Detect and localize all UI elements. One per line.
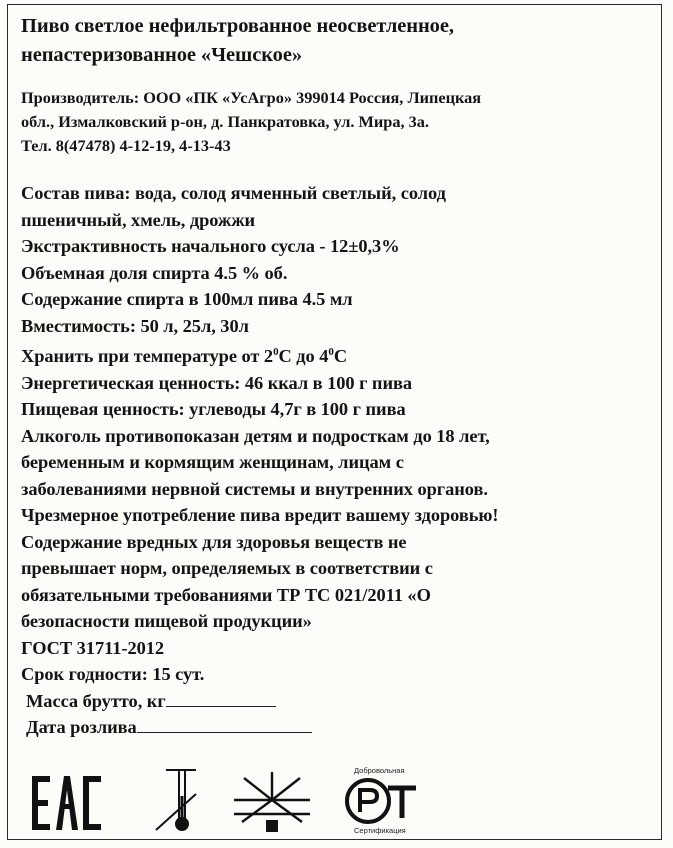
bottling-date-line [21, 714, 651, 741]
harmful-line-2: превышает норм, определяемых в соответствии с [21, 558, 433, 579]
product-title [21, 12, 651, 70]
producer-phone: Тел. 8(47478) 4-12-19, 4-13-43 [21, 136, 231, 155]
warning-line-1: Алкоголь противопоказан детям и подросткам до 18 лет, [21, 425, 490, 446]
bottling-date-label: Дата розлива [26, 717, 137, 738]
producer-line-1: Производитель: ООО «ПК «УсАгро» 399014 Россия, Липецкая [21, 88, 482, 107]
alcohol-content-line: Содержание спирта в 100мл пива 4.5 мл [21, 289, 353, 309]
label-content [21, 12, 651, 741]
storage-suffix: С [333, 346, 348, 367]
warning-line-4: Чрезмерное употребление пива вредит вашему здоровью! [21, 505, 499, 526]
storage-prefix: Хранить при температуре от 2 [21, 346, 274, 367]
nutrition-line: Пищевая ценность: углеводы 4,7г в 100 г пива [21, 399, 406, 420]
warning-line-2: беременным и кормящим женщинам, лицам с [21, 452, 404, 473]
gross-mass-blank [166, 689, 276, 707]
warning-line-3: заболеваниями нервной системы и внутренних органов. [21, 478, 488, 499]
harmful-line-4: безопасности пищевой продукции» [21, 611, 312, 632]
thermometer-icon [152, 766, 212, 834]
storage-mid: С до 4 [278, 346, 329, 367]
rst-top-text: Добровольная [354, 766, 405, 775]
shelf-life-line: Срок годности: 15 сут. [21, 664, 205, 685]
producer-line-2: обл., Измалковский р-он, д. Панкратовка, ул. Мира, 3а. [21, 112, 429, 131]
title-line-1: Пиво светлое нефильтрованное неосветленное, [21, 15, 454, 37]
producer-info [21, 86, 651, 158]
certification-marks [30, 766, 430, 836]
rst-certification-mark [336, 766, 428, 838]
composition-line-1: Состав пива: вода, солод ячменный светлый, солод [21, 183, 446, 203]
product-details [21, 180, 651, 741]
storage-degree-2: 0 [328, 346, 334, 358]
title-line-2: непастеризованное «Чешское» [21, 44, 302, 66]
extract-line: Экстрактивность начального сусла - 12±0,3% [21, 236, 400, 256]
gross-mass-label: Масса брутто, кг [26, 690, 166, 711]
composition-line-2: пшеничный, хмель, дрожжи [21, 209, 256, 230]
gross-mass-line [21, 688, 651, 715]
harmful-line-3: обязательными требованиями ТР ТС 021/2011 «О [21, 584, 431, 605]
alcohol-volume-line: Объемная доля спирта 4.5 % об. [21, 262, 288, 283]
bottling-date-blank [137, 715, 312, 733]
capacity-line: Вместимость: 50 л, 25л, 30л [21, 315, 249, 336]
rst-logo-icon [342, 776, 422, 826]
harmful-line-1: Содержание вредных для здоровья веществ не [21, 531, 407, 552]
storage-degree-1: 0 [273, 346, 279, 358]
eac-mark [30, 772, 104, 834]
storage-line [21, 339, 651, 370]
gost-line: ГОСТ 31711-2012 [21, 637, 165, 658]
rst-bottom-text: Сертификация [354, 826, 406, 835]
sun-icon [230, 770, 314, 834]
energy-line: Энергетическая ценность: 46 ккал в 100 г пива [21, 372, 413, 393]
